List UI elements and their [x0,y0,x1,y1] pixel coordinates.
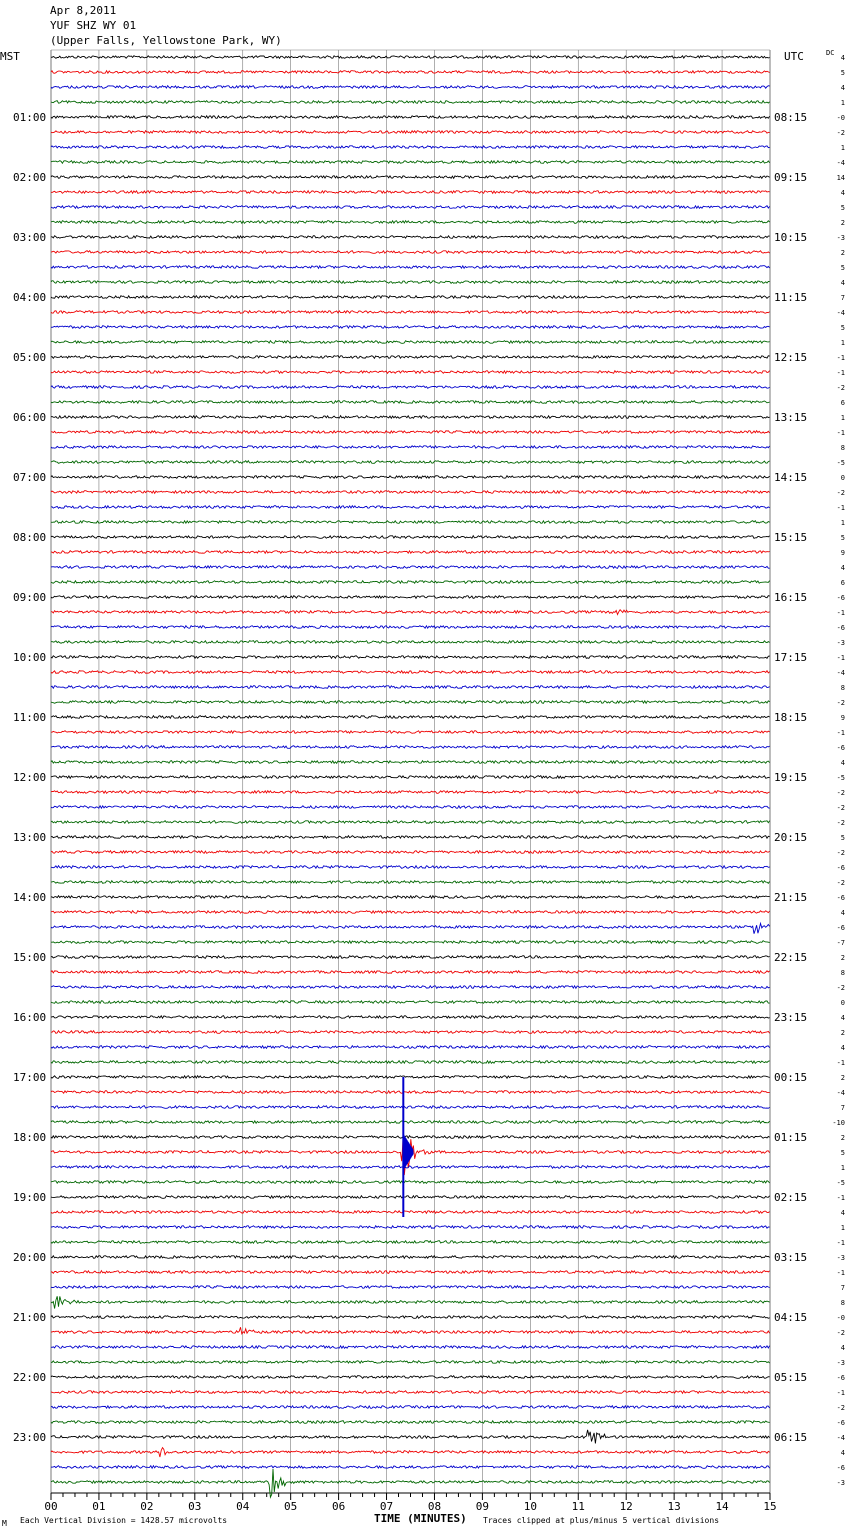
trace-line [51,236,770,239]
mst-hour-label: 05:00 [13,351,47,364]
mst-hour-label: 13:00 [13,831,47,844]
trace-line [51,581,770,584]
trace-line [51,281,770,284]
dc-column-label: DC [826,49,835,57]
trace-line [51,146,770,149]
dc-offset-label: -3 [836,1479,845,1487]
utc-hour-label: 02:15 [774,1191,808,1204]
x-tick-label: 06 [331,1500,346,1513]
dc-offset-label: -2 [836,1329,845,1337]
mst-axis-label: MST [0,50,20,63]
dc-offset-label: -2 [836,1404,845,1412]
trace-line [51,1241,770,1244]
utc-hour-label: 14:15 [774,471,808,484]
trace-line [51,610,770,615]
dc-offset-label: 1 [840,519,845,527]
trace-line [51,161,770,164]
mst-hour-label: 18:00 [13,1131,47,1144]
trace-line [51,371,770,374]
dc-offset-label: -5 [836,774,845,782]
footer-mark: M [2,1519,7,1528]
mst-hour-label: 20:00 [13,1251,47,1264]
dc-offset-label: 14 [836,174,845,182]
utc-hour-label: 15:15 [774,531,808,544]
dc-offset-label: 4 [840,909,845,917]
dc-offset-label: -5 [836,459,845,467]
utc-axis-label: UTC [784,50,804,63]
dc-offset-label: -1 [836,609,845,617]
dc-offset-label: -6 [836,1464,845,1472]
trace-line [51,1296,770,1308]
dc-offset-label: 4 [840,189,845,197]
trace-line [51,1031,770,1034]
mst-hour-label: 16:00 [13,1011,47,1024]
x-tick-label: 09 [475,1500,490,1513]
trace-line [51,251,770,254]
dc-offset-label: 8 [840,969,845,977]
dc-offset-label: -1 [836,354,845,362]
trace-line [51,1406,770,1409]
trace-line [51,1361,770,1364]
clip-note: Traces clipped at plus/minus 5 vertical divisions [483,1516,720,1525]
mst-hour-label: 17:00 [13,1071,47,1084]
mst-hour-label: 19:00 [13,1191,47,1204]
dc-offset-label: -1 [836,1269,845,1277]
x-tick-label: 01 [92,1500,106,1513]
dc-offset-label: 2 [840,219,845,227]
trace-line [51,866,770,869]
trace-line [51,1181,770,1184]
mst-hour-label: 06:00 [13,411,47,424]
dc-offset-label: -6 [836,1419,845,1427]
x-tick-label: 07 [379,1500,394,1513]
trace-line [51,923,770,933]
trace-line [51,1327,770,1334]
trace-line [51,1466,770,1469]
dc-offset-label: -4 [836,669,845,677]
dc-offset-label: 4 [840,1449,845,1457]
trace-line [51,341,770,344]
dc-offset-label: 9 [840,714,845,722]
trace-line [51,1121,770,1124]
dc-offset-label: -4 [836,1089,845,1097]
mst-hour-label: 14:00 [13,891,47,904]
dc-offset-label: -6 [836,624,845,632]
utc-hour-label: 19:15 [774,771,808,784]
dc-offset-label: -3 [836,1254,845,1262]
dc-offset-label: 4 [840,564,845,572]
trace-line [51,1061,770,1064]
trace-line [51,1136,770,1139]
trace-line [51,806,770,809]
trace-line [51,821,770,824]
trace-line [51,731,770,734]
dc-offset-label: 4 [840,84,845,92]
dc-offset-label: -4 [836,159,845,167]
dc-offset-label: -4 [836,309,845,317]
x-tick-label: 14 [715,1500,729,1513]
dc-offset-label: -1 [836,1194,845,1202]
trace-line [51,431,770,434]
mst-hour-label: 08:00 [13,531,47,544]
trace-line [51,1421,770,1424]
mst-hour-label: 21:00 [13,1311,47,1324]
mst-hour-label: 09:00 [13,591,47,604]
trace-line [51,221,770,224]
mst-hour-label: 04:00 [13,291,47,304]
trace-line [51,206,770,209]
dc-offset-label: -2 [836,819,845,827]
dc-offset-label: 7 [840,1284,845,1292]
trace-line [51,656,770,659]
dc-offset-label: 8 [840,444,845,452]
trace-line [51,1376,770,1379]
utc-hour-label: 00:15 [774,1071,808,1084]
utc-hour-label: 06:15 [774,1431,808,1444]
dc-offset-label: 4 [840,54,845,62]
trace-line [51,911,770,914]
trace-line [51,851,770,854]
dc-offset-label: 5 [840,834,845,842]
dc-offset-label: 6 [840,579,845,587]
dc-offset-label: 1 [840,414,845,422]
utc-hour-label: 08:15 [774,111,808,124]
dc-offset-label: -3 [836,1359,845,1367]
utc-hour-label: 01:15 [774,1131,808,1144]
x-tick-label: 03 [188,1500,202,1513]
dc-offset-label: -2 [836,984,845,992]
dc-offset-label: 2 [840,1074,845,1082]
trace-line [51,551,770,554]
trace-line [51,776,770,779]
mst-hour-label: 15:00 [13,951,47,964]
trace-line [51,101,770,104]
dc-offset-label: -1 [836,729,845,737]
trace-line [51,1106,770,1109]
trace-line [51,1046,770,1049]
trace-line [51,86,770,89]
mst-hour-label: 03:00 [13,231,47,244]
mst-hour-label: 23:00 [13,1431,47,1444]
utc-hour-label: 04:15 [774,1311,808,1324]
trace-line [51,71,770,74]
trace-line [51,191,770,194]
trace-line [51,1001,770,1004]
dc-offset-label: 1 [840,144,845,152]
utc-hour-label: 13:15 [774,411,808,424]
dc-offset-label: 5 [840,1149,845,1157]
trace-line [51,941,770,944]
trace-line [51,1430,770,1444]
station-location: (Upper Falls, Yellowstone Park, WY) [50,34,282,47]
utc-hour-label: 12:15 [774,351,808,364]
trace-line [51,881,770,884]
mst-hour-label: 02:00 [13,171,47,184]
utc-hour-label: 10:15 [774,231,808,244]
dc-offset-label: 2 [840,1134,845,1142]
dc-offset-label: 2 [840,1029,845,1037]
dc-offset-label: 7 [840,294,845,302]
utc-hour-label: 17:15 [774,651,808,664]
mst-hour-label: 12:00 [13,771,47,784]
trace-line [51,956,770,959]
scale-note: Each Vertical Division = 1428.57 microvolts [20,1516,228,1525]
utc-hour-label: 05:15 [774,1371,808,1384]
utc-hour-label: 11:15 [774,291,808,304]
dc-offset-label: -6 [836,594,845,602]
trace-line [51,356,770,359]
dc-offset-label: 4 [840,1209,845,1217]
trace-line [51,986,770,989]
trace-line [51,1448,770,1457]
dc-offset-label: -6 [836,894,845,902]
trace-line [51,401,770,404]
dc-offset-label: 9 [840,549,845,557]
x-tick-label: 13 [667,1500,681,1513]
station-code: YUF SHZ WY 01 [50,19,137,32]
x-axis-title: TIME (MINUTES) [374,1512,467,1525]
trace-line [51,1316,770,1319]
trace-line [51,296,770,299]
trace-line [51,971,770,974]
trace-line [51,1256,770,1259]
dc-offset-label: -5 [836,1179,845,1187]
trace-line [51,626,770,629]
x-tick-label: 00 [44,1500,58,1513]
utc-hour-label: 18:15 [774,711,808,724]
trace-line [51,416,770,419]
trace-line [51,386,770,389]
trace-line [51,836,770,839]
dc-offset-label: -6 [836,744,845,752]
dc-offset-label: 4 [840,1344,845,1352]
x-tick-label: 08 [427,1500,442,1513]
trace-line [51,1211,770,1214]
x-tick-label: 12 [619,1500,633,1513]
chart-date: Apr 8,2011 [50,4,117,17]
trace-line [51,1271,770,1274]
dc-offset-label: -10 [832,1119,845,1127]
dc-offset-label: -2 [836,489,845,497]
mst-hour-label: 07:00 [13,471,47,484]
dc-offset-label: 8 [840,684,845,692]
trace-line [51,791,770,794]
dc-offset-label: 4 [840,759,845,767]
trace-line [51,566,770,569]
trace-line [51,896,770,899]
mst-hour-label: 11:00 [13,711,47,724]
trace-line [51,761,770,764]
trace-line [51,521,770,524]
dc-offset-label: -7 [836,939,845,947]
trace-line [51,176,770,179]
dc-offset-label: -1 [836,1389,845,1397]
dc-offset-label: -6 [836,864,845,872]
trace-line [51,116,770,119]
dc-offset-label: -2 [836,129,845,137]
dc-offset-label: -0 [836,114,845,122]
trace-line [51,686,770,689]
utc-hour-label: 21:15 [774,891,808,904]
trace-line [51,1286,770,1289]
dc-offset-label: 4 [840,279,845,287]
x-tick-label: 04 [236,1500,250,1513]
mst-hour-label: 22:00 [13,1371,47,1384]
dc-offset-label: 5 [840,534,845,542]
trace-line [51,326,770,329]
dc-offset-label: 4 [840,1044,845,1052]
x-tick-label: 15 [763,1500,777,1513]
trace-line [51,446,770,449]
trace-line [51,266,770,269]
dc-offset-label: 1 [840,1164,845,1172]
trace-line [51,1091,770,1094]
trace-line [51,56,770,59]
utc-hour-label: 20:15 [774,831,808,844]
dc-offset-label: 5 [840,324,845,332]
dc-offset-label: -1 [836,429,845,437]
dc-offset-label: -2 [836,384,845,392]
dc-offset-label: -2 [836,789,845,797]
trace-line [51,716,770,719]
dc-offset-label: -2 [836,804,845,812]
dc-offset-label: -6 [836,924,845,932]
trace-line [51,461,770,464]
trace-line [51,491,770,494]
utc-hour-label: 23:15 [774,1011,808,1024]
dc-offset-label: -1 [836,1059,845,1067]
trace-line [51,131,770,134]
dc-offset-label: 1 [840,1224,845,1232]
trace-line [51,671,770,674]
utc-hour-label: 03:15 [774,1251,808,1264]
dc-offset-label: -1 [836,1239,845,1247]
trace-line [51,476,770,479]
dc-offset-label: 1 [840,339,845,347]
dc-offset-label: 5 [840,204,845,212]
dc-offset-label: 2 [840,249,845,257]
trace-line [51,1196,770,1199]
mst-hour-label: 10:00 [13,651,47,664]
dc-offset-label: -2 [836,699,845,707]
dc-offset-label: 0 [840,999,845,1007]
trace-line [51,1166,770,1169]
trace-line [51,1016,770,1019]
dc-offset-label: 8 [840,1299,845,1307]
dc-offset-label: -3 [836,639,845,647]
trace-line [51,1076,770,1079]
x-tick-label: 11 [571,1500,585,1513]
dc-offset-label: 4 [840,1014,845,1022]
dc-offset-label: 7 [840,1104,845,1112]
dc-offset-label: -6 [836,1374,845,1382]
trace-line [51,746,770,749]
trace-line [51,641,770,644]
x-tick-label: 10 [523,1500,537,1513]
dc-offset-label: -4 [836,1434,845,1442]
dc-offset-label: -3 [836,234,845,242]
dc-offset-label: 2 [840,954,845,962]
utc-hour-label: 22:15 [774,951,808,964]
trace-line [51,596,770,599]
dc-offset-label: 1 [840,99,845,107]
dc-offset-label: 5 [840,264,845,272]
x-tick-label: 05 [284,1500,298,1513]
dc-offset-label: -1 [836,504,845,512]
dc-offset-label: 0 [840,474,845,482]
x-tick-label: 02 [140,1500,154,1513]
trace-line [51,701,770,704]
trace-line [51,1226,770,1229]
trace-line [51,536,770,539]
trace-line [51,1391,770,1394]
dc-offset-label: -1 [836,369,845,377]
dc-offset-label: -0 [836,1314,845,1322]
dc-offset-label: 6 [840,399,845,407]
dc-offset-label: -2 [836,879,845,887]
mst-hour-label: 01:00 [13,111,47,124]
trace-line [51,1346,770,1349]
dc-offset-label: -1 [836,654,845,662]
utc-hour-label: 09:15 [774,171,808,184]
utc-hour-label: 16:15 [774,591,808,604]
trace-line [51,506,770,509]
dc-offset-label: -2 [836,849,845,857]
trace-line [51,311,770,314]
dc-offset-label: 5 [840,69,845,77]
